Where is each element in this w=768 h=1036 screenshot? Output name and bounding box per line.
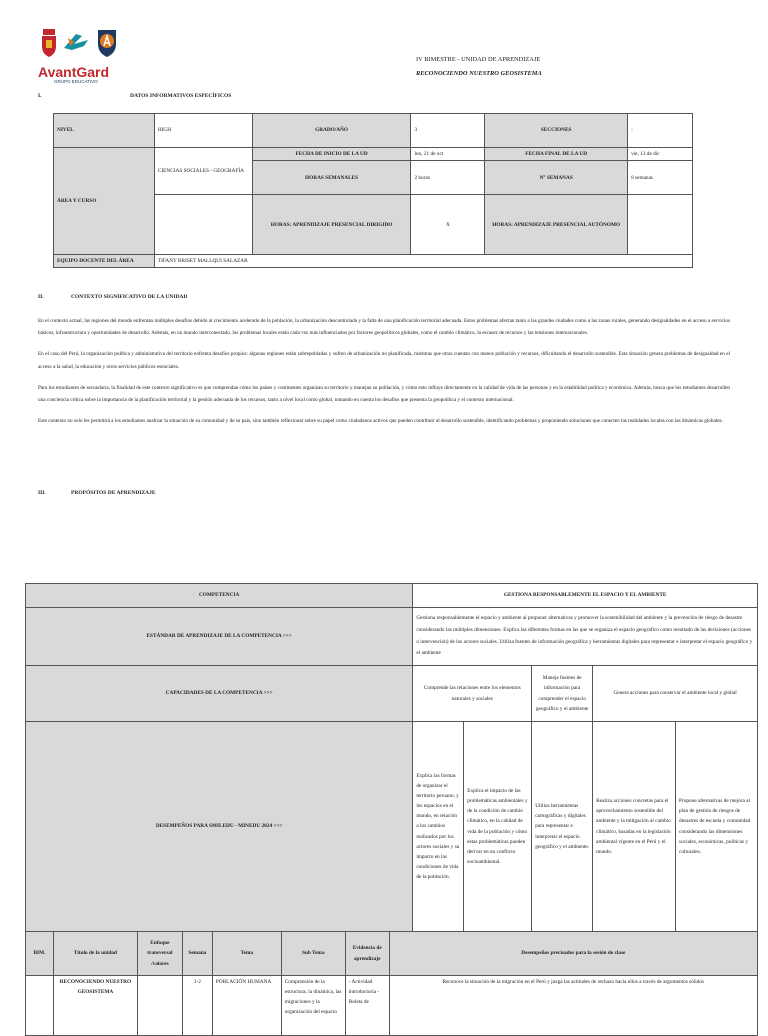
capacidad-cell: Maneja fuentes de información para comprender el espacio geográfico y el ambiente xyxy=(532,666,593,722)
desempeno-cell: Utiliza herramientas cartográficas y digitales para representar e interpretar el espacio geográfico y el ambiente. xyxy=(532,722,593,932)
brand-tagline: GRUPO EDUCATIVO xyxy=(54,79,98,84)
plan-header: Título de la unidad xyxy=(53,932,137,976)
desempenos-label: DESEMPEÑOS PARA SMILEDU - MINEDU 2024 >>> xyxy=(26,722,413,932)
plan-header: BIM. xyxy=(26,932,54,976)
logo-emblems-icon xyxy=(38,26,128,60)
dirigido-value: X xyxy=(411,195,485,255)
plan-cell-titulo: RECONOCIENDO NUESTRO GEOSISTEMA xyxy=(53,976,137,1036)
estandar-label: ESTÁNDAR DE APRENDIZAJE DE LA COMPETENCIA >>> xyxy=(26,608,413,666)
plan-cell-desempeno: Reconoce la situación de la migración en el Perú y juzga las actitudes de rechazo hacia ellos a través de argumentos sólidos xyxy=(389,976,757,1036)
secciones-label: SECCIONES xyxy=(485,114,628,148)
plan-cell-evidencia: - Actividad introductoria - Boleta de xyxy=(345,976,389,1036)
plan-cell-enfoque xyxy=(137,976,182,1036)
fecha-final-label: FECHA FINAL DE LA UD xyxy=(485,148,628,161)
section-3-heading xyxy=(38,490,156,496)
area-value: CIENCIAS SOCIALES - GEOGRAFÍA xyxy=(154,148,252,195)
estandar-value: Gestiona responsablemente el espacio y ambiente al proponer alternativas y promover la sostenibilidad del ambiente y la prevención de riesgo de desastre considerando las múltiples dimensiones. Explica las diferentes formas en las que se organiza el espacio geográfico como resultado de las decisiones (acciones o intervención) de los actores sociales. Utiliza fuentes de información geográfica y herramientas digitales para representar e interpretar el espacio geográfico y el ambiente xyxy=(413,608,758,666)
nivel-value: HIGH xyxy=(154,114,252,148)
plan-cell-subtema: Comprensión de la estructura, la dinámica, las migraciones y la organización del espacio xyxy=(281,976,345,1036)
plan-cell-tema: POBLACIÓN HUMANA xyxy=(212,976,281,1036)
plan-cell-semana: 1-2 xyxy=(182,976,212,1036)
capacidad-cell: Genera acciones para conservar el ambiente local y global xyxy=(593,666,758,722)
context-paragraph: En el caso del Perú, la organización política y administrativa del territorio enfrenta desafíos propios: algunas regiones están sobrepobladas y sufren de urbanización no planificada, mientras que otras cuentan con menos población y recursos, dificultando el desarrollo sostenible. Esta situación genera problemas de desigualdad en el acceso a la salud, la educación y otros servicios públicos esenciales. xyxy=(38,351,730,370)
brand-name: AvantGard xyxy=(38,64,110,80)
plan-header: Tema xyxy=(212,932,281,976)
context-paragraph: Para los estudiantes de secundaria, la finalidad de este contexto significativo es que comprendan cómo los países y continentes organizan su territorio y manejan su población, y cómo esto influye directamente en la calidad de vida de las personas y en la estabilidad política y económica. Además, busca que los estudiantes desarrollen una conciencia crítica sobre la importancia de la planificación territorial y la gestión adecuada de los recursos, tanto a nivel local como global, tomando en cuenta los desafíos que presenta la geopolítica y el contexto internacional. xyxy=(38,384,730,404)
context-text xyxy=(38,315,730,428)
section-2-number: II. xyxy=(38,294,44,300)
unit-title: RECONOCIENDO NUESTRO GEOSISTEMA xyxy=(416,70,542,77)
horas-value: 2 horas xyxy=(411,161,485,195)
equipo-value: TIFANY BRISET MALLQUI SALAZAR xyxy=(154,255,692,268)
section-1-heading xyxy=(38,93,232,99)
autonomo-label: HORAS: APRENDIZAJE PRESENCIAL AUTÓNOMO xyxy=(485,195,628,255)
brand-logo xyxy=(38,26,128,84)
table-row xyxy=(26,976,758,1036)
plan-header: Enfoque transversal /valores xyxy=(137,932,182,976)
plan-cell-bim xyxy=(26,976,54,1036)
context-paragraph: En el contexto actual, las regiones del mundo enfrentan múltiples desafíos debido al crecimiento acelerado de la población, la urbanización descontrolada y la falta de una planificación territorial adecuada. Estos problemas afectan tanto a las grandes ciudades como a las zonas rurales, generando desigualdades en el acceso a servicios básicos, infraestructura y oportunidades de desarrollo. Además, en un mundo interconectado, los problemas locales están cada vez más influenciados por factores geopolíticos globales, como el cambio climático, la escasez de recursos y las tensiones internacionales. xyxy=(38,318,730,337)
plan-table xyxy=(25,931,758,1036)
desempeno-cell: Realiza acciones concretas para el aprovechamiento sostenible del ambiente y la mitigación al cambio climático, basadas en la legislación ambiental vigente en el Perú y el mundo. xyxy=(593,722,676,932)
capacidad-cell: Comprende las relaciones entre los elementos naturales y sociales xyxy=(413,666,532,722)
semanas-label: N° SEMANAS xyxy=(485,161,628,195)
unit-header xyxy=(416,56,716,77)
bimester-title: IV BIMESTRE - UNIDAD DE APRENDIZAJE xyxy=(416,56,541,63)
area-label: ÁREA Y CURSO xyxy=(54,148,155,255)
capacidades-label: CAPACIDADES DE LA COMPETENCIA >>> xyxy=(26,666,413,722)
equipo-label: EQUIPO DOCENTE DEL ÁREA xyxy=(54,255,155,268)
section-1-title: DATOS INFORMATIVOS ESPECÍFICOS xyxy=(130,93,232,99)
semanas-value: 8 semanas xyxy=(628,161,693,195)
secciones-value: - xyxy=(628,114,693,148)
plan-header: Sub Tema xyxy=(281,932,345,976)
competencia-value: GESTIONA RESPONSABLEMENTE EL ESPACIO Y EL AMBIENTE xyxy=(413,584,758,608)
fecha-inicio-label: FECHA DE INICIO DE LA UD xyxy=(252,148,411,161)
horas-label: HORAS SEMANALES xyxy=(252,161,411,195)
section-2-title: CONTEXTO SIGNIFICATIVO DE LA UNIDAD xyxy=(71,294,188,300)
info-table xyxy=(53,113,693,268)
purposes-table xyxy=(25,583,758,932)
section-3-number: III. xyxy=(38,490,46,496)
competencia-label: COMPETENCIA xyxy=(26,584,413,608)
nivel-label: NIVEL xyxy=(54,114,155,148)
plan-header: Evidencia de aprendizaje xyxy=(345,932,389,976)
plan-header: Desempeños precisados para la sesión de clase xyxy=(389,932,757,976)
dirigido-label: HORAS: APRENDIZAJE PRESENCIAL DIRIGIDO xyxy=(252,195,411,255)
fecha-final-value: vie, 13 de dic xyxy=(628,148,693,161)
section-3-title: PROPÓSITOS DE APRENDIZAJE xyxy=(71,490,156,496)
grado-label: GRADO/AÑO xyxy=(252,114,411,148)
plan-header: Semana xyxy=(182,932,212,976)
autonomo-value xyxy=(628,195,693,255)
section-1-number: I. xyxy=(38,93,42,99)
desempeno-cell: Explica el impacto de las problemáticas ambientales y de la condición de cambio climático, en la calidad de vida de la población y cómo estas problemáticas pueden derivar en un conflicto socioambiental. xyxy=(464,722,532,932)
section-2-heading xyxy=(38,294,188,300)
area-blank-cell xyxy=(154,195,252,255)
fecha-inicio-value: lun, 21 de oct xyxy=(411,148,485,161)
desempeno-cell: Explica las formas de organizar el territorio peruano, y los espacios en el mundo, en relación a los cambios realizados por los actores sociales y su impacto en las condiciones de vida de la población. xyxy=(413,722,464,932)
desempeno-cell: Propone alternativas de mejora al plan de gestión de riesgos de desastres de escuela y comunidad considerando las dimensiones sociales, económicas, políticas y culturales. xyxy=(676,722,758,932)
grado-value: 3 xyxy=(411,114,485,148)
context-paragraph: Este contexto no solo les permitirá a los estudiantes analizar la situación de su comunidad y de su país, sino también reflexionar sobre su papel como ciudadanos activos que pueden contribuir al desarrollo sostenible, identificando problemas y proponiendo soluciones que conecten las realidades locales con las dinámicas globales. xyxy=(38,418,723,425)
